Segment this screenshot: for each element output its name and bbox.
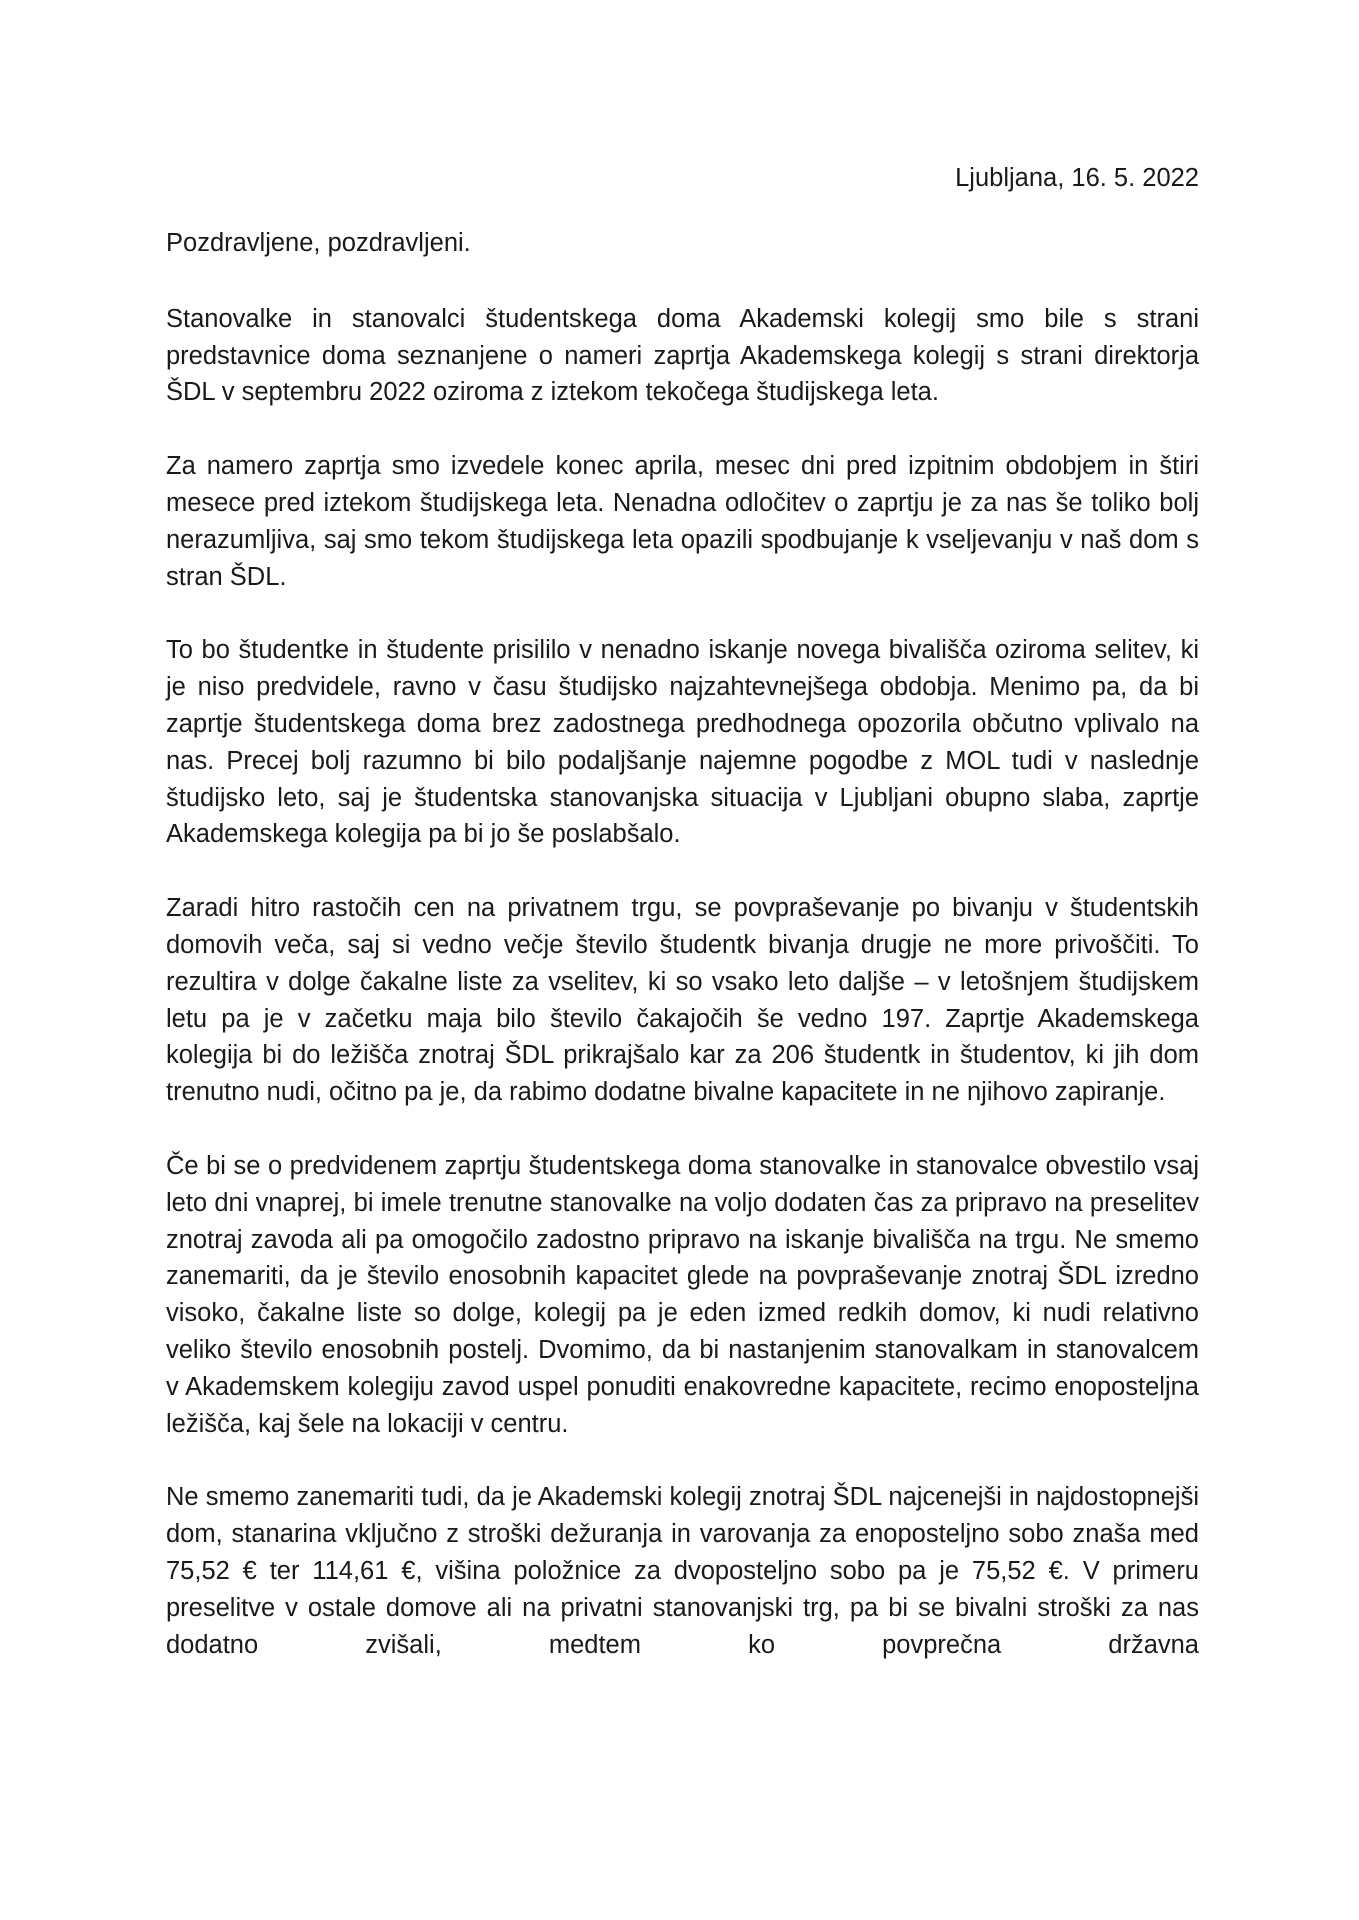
letter-salutation: Pozdravljene, pozdravljeni. bbox=[166, 229, 471, 257]
paragraph-6: Ne smemo zanemariti tudi, da je Akademski kolegij znotraj ŠDL najcenejši in najdostopnejši dom, stanarina vključno z stroški dežuranja in varovanja za enoposteljno sobo znaša med 75,52 € ter 114,61 €, višina položnice za dvoposteljno sobo pa je 75,52 €. V primeru preselitve v ostale domove ali na privatni stanovanjski trg, pa bi se bivalni stroški za nas dodatno zvišali, medtem ko povprečna državna bbox=[166, 1483, 1199, 1659]
paragraph-3: To bo študentke in študente prisililo v nenadno iskanje novega bivališča oziroma selitev, ki je niso predvidele, ravno v času študijsko najzahtevnejšega obdobja. Menimo pa, da bi zaprtje študentskega doma brez zadostnega predhodnega opozorila občutno vplivalo na nas. Precej bolj razumno bi bilo podaljšanje najemne pogodbe z MOL tudi v naslednje študijsko leto, saj je študentska stanovanjska situacija v Ljubljani obupno slaba, zaprtje Akademskega kolegija pa bi jo še poslabšalo. bbox=[166, 636, 1199, 849]
paragraph-5: Če bi se o predvidenem zaprtju študentskega doma stanovalke in stanovalce obvestilo vsaj leto dni vnaprej, bi imele trenutne stanovalke na voljo dodaten čas za pripravo na preselitev znotraj zavoda ali pa omogočilo zadostno pripravo na iskanje bivališča na trgu. Ne smemo zanemariti, da je število enosobnih kapacitet glede na povpraševanje znotraj ŠDL izredno visoko, čakalne liste so dolge, kolegij pa je eden izmed redkih domov, ki nudi relativno veliko število enosobnih postelj. Dvomimo, da bi nastanjenim stanovalkam in stanovalcem v Akademskem kolegiju zavod uspel ponuditi enakovredne kapacitete, recimo enoposteljna ležišča, kaj šele na lokaciji v centru. bbox=[166, 1151, 1199, 1438]
paragraph-4: Zaradi hitro rastočih cen na privatnem trgu, se povpraševanje po bivanju v študentskih domovih veča, saj si vedno večje število študentk bivanja drugje ne more privoščiti. To rezultira v dolge čakalne liste za vselitev, ki so vsako leto daljše – v letošnjem študijskem letu pa je v začetku maja bilo število čakajočih še vedno 197. Zaprtje Akademskega kolegija bi do ležišča znotraj ŠDL prikrajšalo kar za 206 študentk in študentov, ki jih dom trenutno nudi, očitno pa je, da rabimo dodatne bivalne kapacitete in ne njihovo zapiranje. bbox=[166, 894, 1199, 1107]
letter-date: Ljubljana, 16. 5. 2022 bbox=[955, 164, 1199, 192]
letter-body bbox=[166, 160, 1199, 1663]
paragraph-2: Za namero zaprtja smo izvedele konec aprila, mesec dni pred izpitnim obdobjem in štiri mesece pred iztekom študijskega leta. Nenadna odločitev o zaprtju je za nas še toliko bolj nerazumljiva, saj smo tekom študijskega leta opazili spodbujanje k vseljevanju v naš dom s stran ŠDL. bbox=[166, 452, 1199, 591]
paragraph-1: Stanovalke in stanovalci študentskega doma Akademski kolegij smo bile s strani predstavnice doma seznanjene o nameri zaprtja Akademskega kolegij s strani direktorja ŠDL v septembru 2022 oziroma z iztekom tekočega študijskega leta. bbox=[166, 304, 1199, 407]
